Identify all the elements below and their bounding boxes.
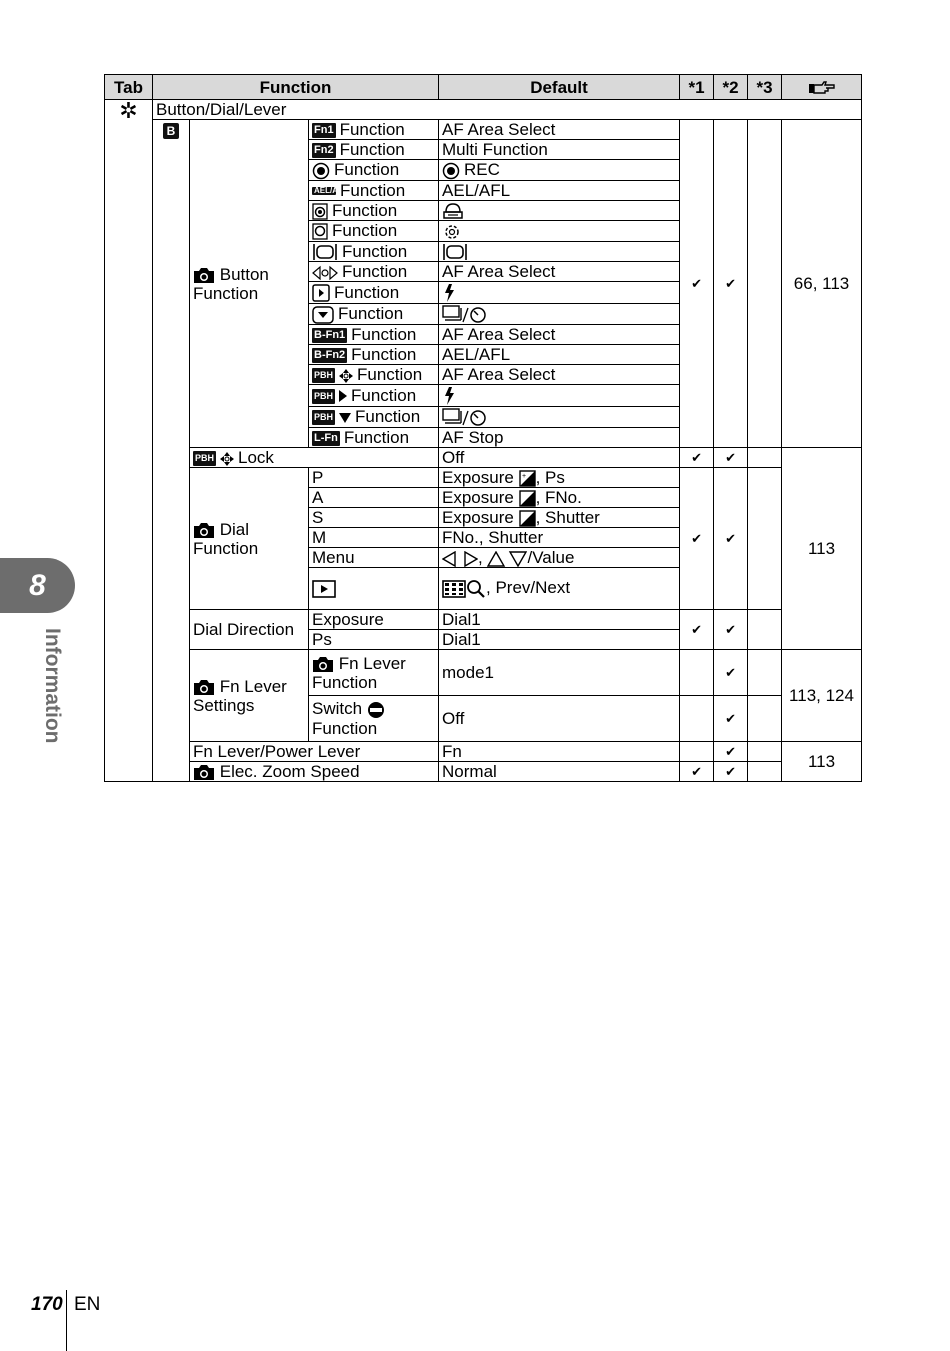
dial-ref: 113 <box>782 448 862 650</box>
right-arrow-icon <box>312 284 330 302</box>
b-fn2-icon: B-Fn2 <box>314 349 346 362</box>
section-label: Button/Dial/Lever <box>153 100 862 120</box>
down-triangle-icon <box>339 413 351 423</box>
table-row <box>105 120 862 140</box>
fn1-icon: Fn1 <box>314 124 334 137</box>
magnify-icon <box>312 223 328 240</box>
multi-direction-icon <box>220 452 234 466</box>
one-touch-wb-icon <box>442 202 464 220</box>
header-note-1: *1 <box>680 75 714 100</box>
button-function-label: Button Function <box>190 120 309 448</box>
fn2-icon: Fn2 <box>314 144 334 157</box>
fn-lever-ref: 113, 124 <box>782 650 862 742</box>
chapter-title: Information <box>41 628 64 744</box>
camera-icon <box>312 656 334 673</box>
bracket-icon <box>442 243 468 261</box>
l-fn-icon: L-Fn <box>314 432 338 445</box>
footer-divider <box>66 1290 67 1351</box>
camera-icon <box>193 522 215 539</box>
dial-function-label: Dial Function <box>190 468 309 610</box>
bf-row-0-default: AF Area Select <box>439 120 680 140</box>
table-row: Function AF Area Select <box>105 262 862 282</box>
header-note-2: *2 <box>714 75 748 100</box>
header-default: Default <box>439 75 680 100</box>
peaking-icon <box>442 223 462 241</box>
camera-icon <box>193 267 215 284</box>
record-icon <box>442 162 460 180</box>
preview-icon <box>312 203 328 220</box>
bf-check-2: ✔ <box>714 120 748 448</box>
chapter-number: 8 <box>29 569 46 602</box>
gear-icon: ✲ <box>119 98 138 123</box>
sub-tab-cell <box>153 120 190 782</box>
fn-lever-settings-label: Fn Lever Settings <box>190 650 309 742</box>
bracket-icon <box>312 243 338 261</box>
camera-icon <box>193 764 215 781</box>
lock-label: PBH Lock <box>190 448 439 468</box>
left-right-arrow-icon <box>312 265 338 281</box>
pbh-icon: PBH <box>312 410 335 425</box>
right-triangle-icon <box>339 390 347 402</box>
table-row: PBH Lock Off ✔ ✔ 113 <box>105 448 862 468</box>
table-row: Function <box>105 200 862 221</box>
playback-icon <box>312 579 336 599</box>
table-row: PBH Function <box>105 385 862 407</box>
multi-direction-icon <box>339 369 353 383</box>
bf-check-3 <box>748 120 782 448</box>
table-row: Dial Direction Exposure Dial1 ✔ ✔ <box>105 610 862 630</box>
table-row: Ps Dial1 <box>105 630 862 650</box>
table-row: Menu , /Value <box>105 548 862 568</box>
table-row: B-Fn1 Function AF Area Select <box>105 325 862 345</box>
pbh-icon: PBH <box>312 389 335 404</box>
table-row: Dial Function P Exposure + , Ps ✔ ✔ <box>105 468 862 488</box>
language-code: EN <box>74 1294 101 1315</box>
lock-default: Off <box>439 448 680 468</box>
header-note-3: *3 <box>748 75 782 100</box>
zoom-icon <box>466 579 486 599</box>
dial-direction-label: Dial Direction <box>190 610 309 650</box>
header-reference <box>782 75 862 100</box>
table-row: , Prev/Next <box>105 568 862 610</box>
bf-ref: 66, 113 <box>782 120 862 448</box>
header-function: Function <box>153 75 439 100</box>
drive-timer-icon <box>442 304 488 324</box>
pbh-icon: PBH <box>193 451 216 466</box>
table-header-row <box>105 75 862 100</box>
table-row: Fn Lever/Power Lever Fn ✔ 113 <box>105 742 862 762</box>
flash-icon <box>442 386 456 406</box>
bf-check-1: ✔ <box>680 120 714 448</box>
table-row: Function <box>105 221 862 242</box>
tab-cell <box>105 100 153 782</box>
up-down-arrows-icon <box>487 551 527 567</box>
table-row: L-Fn Function AF Stop <box>105 428 862 448</box>
down-arrow-icon <box>312 306 334 324</box>
movie-mode-icon <box>367 701 385 719</box>
custom-menu-table <box>104 74 862 782</box>
pointing-hand-icon <box>808 80 836 96</box>
table-row: Fn Lever Settings Fn Lever Function mode1 ✔ 113, 124 <box>105 650 862 696</box>
table-row: A Exposure , FNo. <box>105 488 862 508</box>
svg-text:+: + <box>521 473 526 481</box>
power-lever-ref: 113 <box>782 742 862 782</box>
bf-row-0-label: Fn1 Function <box>309 120 439 140</box>
drive-timer-icon <box>442 407 488 427</box>
exposure-comp-icon <box>519 470 536 487</box>
sub-tab-badge: B <box>163 123 179 139</box>
pbh-icon: PBH <box>312 368 335 383</box>
table-row: Function <box>105 241 862 262</box>
b-fn1-icon: B-Fn1 <box>314 329 346 342</box>
left-right-arrows-icon <box>442 551 478 567</box>
table-row: AEL/AFLFunction AEL/AFL <box>105 180 862 200</box>
table-row: PBH Function <box>105 406 862 428</box>
exposure-comp-icon <box>519 490 536 507</box>
table-row: Switch Function Off ✔ <box>105 696 862 742</box>
ael-afl-icon: AEL/AFL <box>314 186 348 196</box>
index-view-icon <box>442 579 466 599</box>
table-row: Fn2 Function Multi Function <box>105 140 862 160</box>
record-icon <box>312 162 330 180</box>
camera-icon <box>193 679 215 696</box>
page-number: 170 <box>31 1294 63 1315</box>
table-row: Elec. Zoom Speed Normal ✔ ✔ <box>105 762 862 782</box>
table-row: S Exposure , Shutter <box>105 508 862 528</box>
table-row: B-Fn2 Function AEL/AFL <box>105 345 862 365</box>
section-row <box>105 100 862 120</box>
flash-icon <box>442 283 456 303</box>
header-tab: Tab <box>105 75 153 100</box>
table-row: Function REC <box>105 160 862 181</box>
exposure-comp-icon <box>519 510 536 527</box>
table-row: PBH Function AF Area Select <box>105 365 862 385</box>
table-row: Function <box>105 303 862 325</box>
table-row: Function <box>105 282 862 304</box>
table-row: M FNo., Shutter <box>105 528 862 548</box>
